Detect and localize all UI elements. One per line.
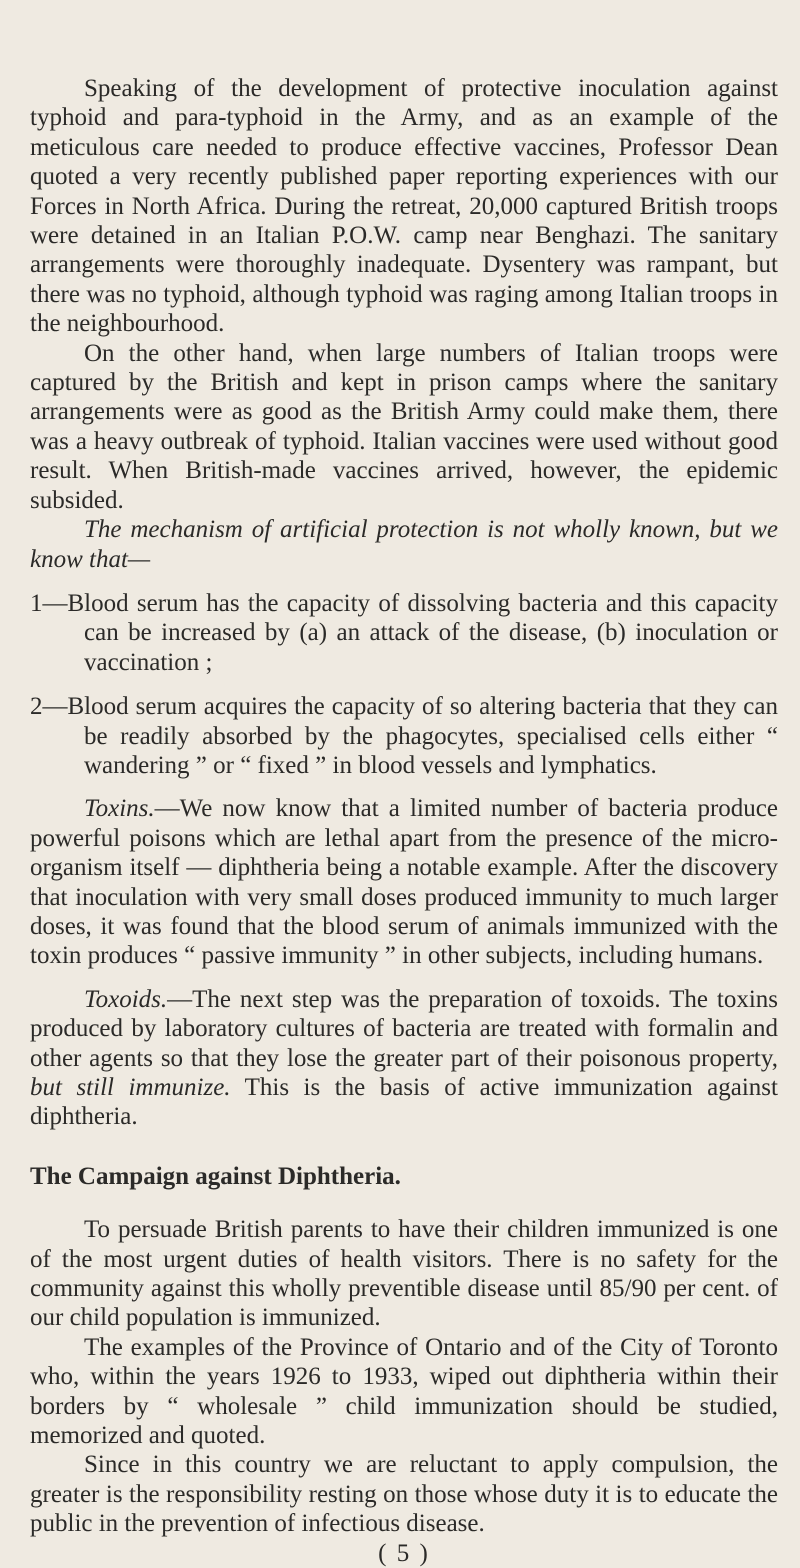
section-heading: The Campaign against Diphtheria. <box>30 1162 401 1190</box>
page-number: ( 5 ) <box>378 1539 430 1567</box>
paragraph-typhoid-north-africa: Speaking of the development of protective inoculation against typhoid and para-typhoid in the Army, and as an example of the meticulous care needed to produce effective vaccines, Professor Dean quoted a very recently published paper reporting experiences with our Forces in North Africa. During the retreat, 20,000 captured British troops were detained in an Italian P.O.W. camp near Benghazi. The sanitary arrangements were thoroughly inadequate. Dysentery was rampant, but there was no typhoid, although typhoid was raging among Italian troops in the neighbourhood. <box>30 75 778 338</box>
toxoids-italic: but still immunize. <box>30 1074 231 1101</box>
list-item-blood-serum-dissolving: 1—Blood serum has the capacity of dissolving bacteria and this capacity can be increased by (a) an attack of the disease, (b) inoculation or vaccination ; <box>30 589 778 676</box>
toxoids-text-a: —The next step was the preparation of toxoids. The toxins produced by laboratory cultures of bacteria are treated with formalin and other agents so that they lose the greater part of their poisonous property, <box>30 985 778 1072</box>
paragraph-italian-troops: On the other hand, when large numbers of Italian troops were captured by the British and kept in prison camps where the sanitary arrangements were as good as the British Army could make them, there was a heavy outbreak of typhoid. Italian vaccines were used without good result. When British-made vaccines arrived, however, the epidemic subsided. <box>30 339 778 514</box>
document-page <box>30 74 778 1568</box>
list-item-blood-serum-altering: 2—Blood serum acquires the capacity of so altering bacteria that they can be readily absorbed by the phagocytes, specialised cells either “ wandering ” or “ fixed ” in blood vessels and lymphatics. <box>30 693 778 779</box>
paragraph-toxoids <box>30 985 778 1132</box>
paragraph-compulsion: Since in this country we are reluctant to apply compulsion, the greater is the responsibility resting on those whose duty it is to educate the public in the prevention of infectious disease. <box>30 1451 778 1538</box>
paragraph-mechanism: The mechanism of artificial protection is not wholly known, but we know that— <box>30 516 778 573</box>
paragraph-ontario-toronto: The examples of the Province of Ontario and of the City of Toronto who, within the years 1926 to 1933, wiped out diphtheria within their borders by “ wholesale ” child immunization should be studied, memorized and quoted. <box>30 1333 778 1450</box>
paragraph-toxins <box>30 794 778 970</box>
toxins-text: —We now know that a limited number of bacteria produce powerful poisons which are lethal apart from the presence of the micro-organism itself — diphtheria being a notable example. After the discovery that inoculation with very small doses produced immunity to much larger doses, it was found that the blood serum of animals immunized with the toxin produces “ passive immunity ” in other subjects, including humans. <box>30 795 778 970</box>
paragraph-persuade-parents: To persuade British parents to have their children immunized is one of the most urgent duties of health visitors. There is no safety for the community against this wholly preventible disease until 85/90 per cent. of our child population is immunized. <box>30 1216 778 1332</box>
toxins-lead-in: Toxins. <box>84 795 155 823</box>
toxoids-text-b: This is the basis of active immunization against diphtheria. <box>30 1074 778 1131</box>
toxoids-lead-in: Toxoids. <box>84 985 168 1013</box>
